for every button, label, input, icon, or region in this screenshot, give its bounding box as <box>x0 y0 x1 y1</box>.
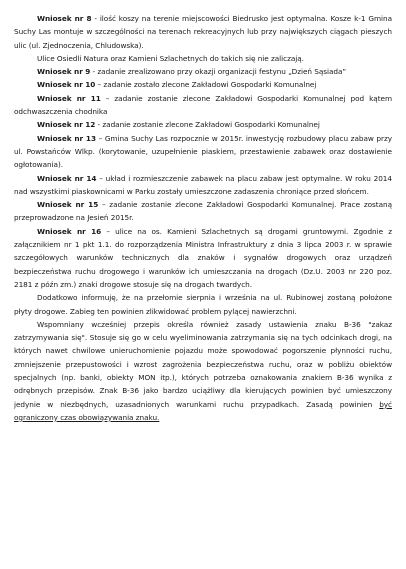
paragraph-osiedla-note <box>14 52 392 65</box>
wniosek-label: Wniosek nr 12 <box>37 120 96 130</box>
paragraph-text: Dodatkowo informuję, że na przełomie sierpnia i września na ul. Rubinowej zostaną położone płyty drogowe. Zabieg ten powinien zlikwidować problem pylącej nawierzchni. <box>14 293 392 316</box>
wniosek-label: Wniosek nr 9 <box>37 67 91 77</box>
wniosek-label: Wniosek nr 8 <box>37 14 92 23</box>
paragraph-wniosek-13 <box>14 132 392 172</box>
wniosek-label: Wniosek nr 13 <box>37 133 96 143</box>
paragraph-text: – zadanie zostanie zlecone Zakładowi Gospodarki Komunalnej pod kątem odchwaszczenia chodnika <box>14 93 393 117</box>
paragraph-wniosek-10 <box>14 78 392 91</box>
paragraph-wniosek-12 <box>14 118 392 131</box>
paragraph-text: Wspomniany wcześniej przepis określa również zasady ustawienia znaku B-36 "zakaz zatrzymywania się". Stosuje się go w celu wyeliminowania zatrzymania się na tych odcinkach drogi, na których nawet chwilowe unieruchomienie pojazdu może spowodować pogorszenie płynności ruchu, zmniejszenie przepustowości i wzrost zagrożenia bezpieczeństwa ruchu, oraz w pobliżu obiektów specjalnych (np. banki, obiekty MON itp.), których potrzeba oznakowania znakiem B-36 wynika z odrębnych przepisów. Znak B-36 jako bardzo uciążliwy dla kierujących powinien być umieszczony jedynie w niezbędnych, uzasadnionych warunkami ruchu przypadkach. Zasadą powinien <box>14 319 392 409</box>
paragraph-text: – zadanie zostało zlecone Zakładowi Gospodarki Komunalnej <box>95 80 317 90</box>
wniosek-label: Wniosek nr 10 <box>37 80 96 90</box>
paragraph-text: – Gmina Suchy Las rozpocznie w 2015r. inwestycję rozbudowy placu zabaw przy ul. Powstańców Wlkp. (korytowanie, uzupełnienie piaskiem, przestawienie zabawek oraz dostawienie ogłotowania). <box>14 133 392 170</box>
paragraph-text: - ilość koszy na terenie miejscowości Biedrusko jest optymalna. Kosze k-1 Gmina Suchy Las montuje w szczególności na terenach rekreacyjnych lub przy największych ciągach pieszych ulic (ul. Zjednoczenia, Chludowska). <box>14 14 392 50</box>
paragraph-wniosek-14 <box>14 172 392 199</box>
underlined-text: być ograniczony czas obowiązywania znaku. <box>14 399 392 422</box>
paragraph-wniosek-9 <box>14 65 392 78</box>
paragraph-wniosek-16 <box>14 225 392 291</box>
paragraph-wniosek-15 <box>14 198 392 225</box>
paragraph-text: - zadanie zrealizowano przy okazji organizacji festynu „Dzień Sąsiada” <box>90 67 347 77</box>
paragraph-text: – ulice na os. Kamieni Szlachetnych są drogami gruntowymi. Zgodnie z załącznikiem nr 1 pkt 1.1. do rozporządzenia Ministra Infrastruktury z dnia 3 lipca 2003 r. w sprawie szczegółowych warunków technicznych dla znaków i sygnałów drogowych oraz urządzeń bezpieczeństwa ruchu drogowego i warunków ich umieszczania na drogach (Dz.U. 2003 nr 220 poz. 2181 z późn zm.) znaki drogowe stosuje się na drogach twardych. <box>14 226 393 289</box>
wniosek-label: Wniosek nr 14 <box>37 173 97 183</box>
paragraph-text: – układ i rozmieszczenie zabawek na placu zabaw jest optymalne. W roku 2014 nad wszystkimi piaskownicami w Parku zostały umieszczone zadaszenia chroniące przed słońcem. <box>14 173 392 196</box>
wniosek-label: Wniosek nr 16 <box>37 226 102 236</box>
wniosek-label: Wniosek nr 11 <box>37 93 101 103</box>
paragraph-text: – zadanie zostanie zlecone Zakładowi Gospodarki Komunalnej. Prace zostaną przeprowadzone na Jesień 2015r. <box>14 200 392 223</box>
paragraph-wniosek-11 <box>14 92 392 119</box>
wniosek-label: Wniosek nr 15 <box>37 200 99 210</box>
paragraph-text: - zadanie zostanie zlecone Zakładowi Gospodarki Komunalnej <box>95 120 320 130</box>
paragraph-wniosek-8 <box>14 12 392 52</box>
paragraph-text: Ulice Osiedli Natura oraz Kamieni Szlachetnych do takich się nie zaliczają. <box>37 53 304 63</box>
paragraph-b36-sign <box>14 318 392 424</box>
paragraph-rubinowa-note <box>14 291 392 318</box>
